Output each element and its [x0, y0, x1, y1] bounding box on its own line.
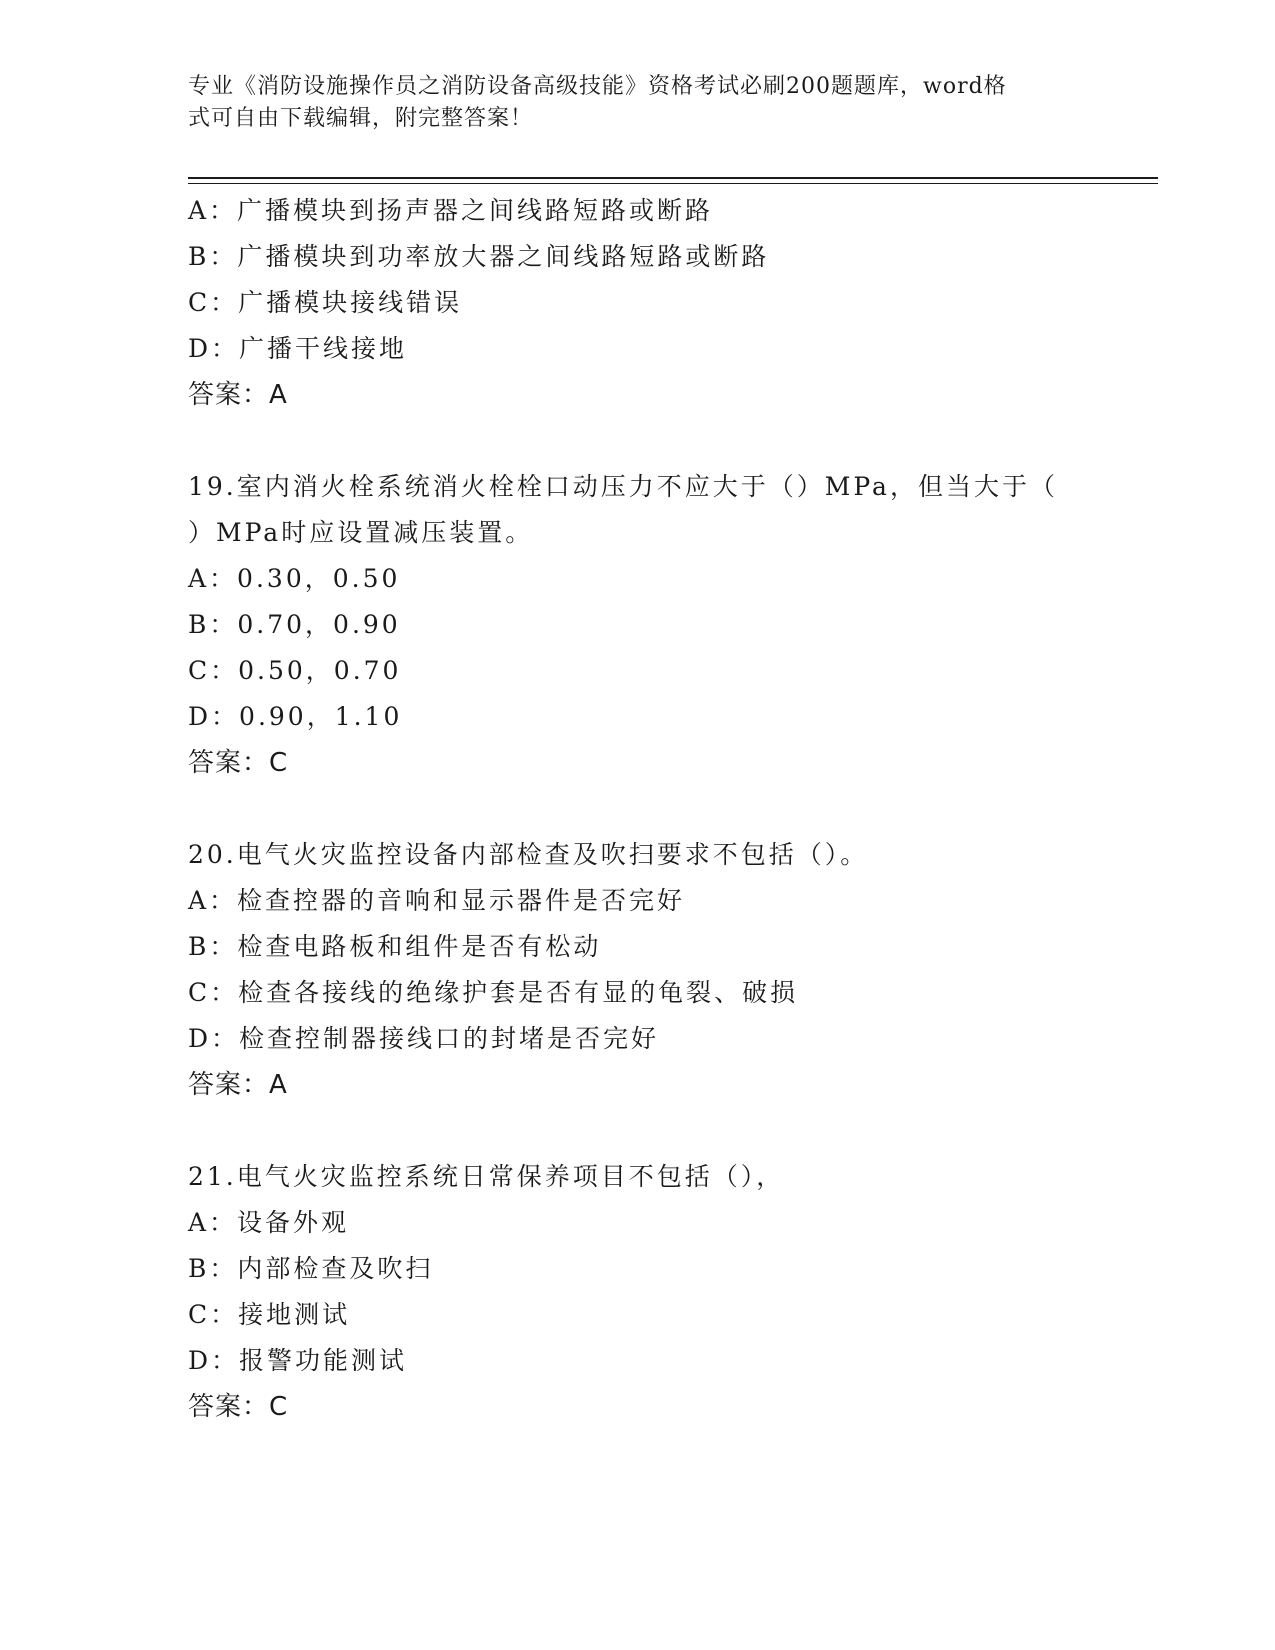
- header-line-2: 式可自由下载编辑，附完整答案！: [188, 106, 534, 131]
- question-21-block: [188, 1154, 1108, 1430]
- option-b: B：广播模块到功率放大器之间线路短路或断路: [188, 242, 770, 271]
- document-header: [188, 71, 1068, 135]
- answer-line: 答案：A: [188, 380, 288, 410]
- question-stem: 20.电气火灾监控设备内部检查及吹扫要求不包括（）。: [188, 840, 869, 869]
- answer-line: 答案：C: [188, 1392, 289, 1422]
- option-c: C：检查各接线的绝缘护套是否有显的龟裂、破损: [188, 978, 799, 1007]
- option-d: D：报警功能测试: [188, 1346, 408, 1375]
- header-line-1: 专业《消防设施操作员之消防设备高级技能》资格考试必刷200题题库，word格: [188, 74, 1007, 99]
- option-a: A：广播模块到扬声器之间线路短路或断路: [188, 196, 714, 225]
- question-20-block: [188, 832, 1108, 1108]
- option-c: C：接地测试: [188, 1300, 351, 1329]
- option-b: B：内部检查及吹扫: [188, 1254, 434, 1283]
- option-a: A：设备外观: [188, 1208, 350, 1237]
- option-a: A：0.30，0.50: [188, 564, 401, 593]
- header-divider-thick: [188, 177, 1158, 179]
- question-stem-continued: ）MPa时应设置减压装置。: [188, 518, 534, 547]
- question-18-block: [188, 188, 1108, 418]
- question-19-block: [188, 464, 1108, 786]
- option-c: C：广播模块接线错误: [188, 288, 463, 317]
- option-d: D：检查控制器接线口的封堵是否完好: [188, 1024, 660, 1053]
- question-list: [188, 188, 1108, 1430]
- option-a: A：检查控器的音响和显示器件是否完好: [188, 886, 686, 915]
- answer-line: 答案：A: [188, 1070, 288, 1100]
- option-b: B：0.70，0.90: [188, 610, 401, 639]
- question-stem: 21.电气火灾监控系统日常保养项目不包括（），: [188, 1162, 785, 1191]
- option-b: B：检查电路板和组件是否有松动: [188, 932, 602, 961]
- answer-line: 答案：C: [188, 748, 289, 778]
- option-c: C：0.50，0.70: [188, 656, 402, 685]
- option-d: D：广播干线接地: [188, 334, 408, 363]
- header-divider-thin: [188, 183, 1158, 184]
- question-stem: 19.室内消火栓系统消火栓栓口动压力不应大于（）MPa，但当大于（: [188, 472, 1058, 501]
- option-d: D：0.90，1.10: [188, 702, 403, 731]
